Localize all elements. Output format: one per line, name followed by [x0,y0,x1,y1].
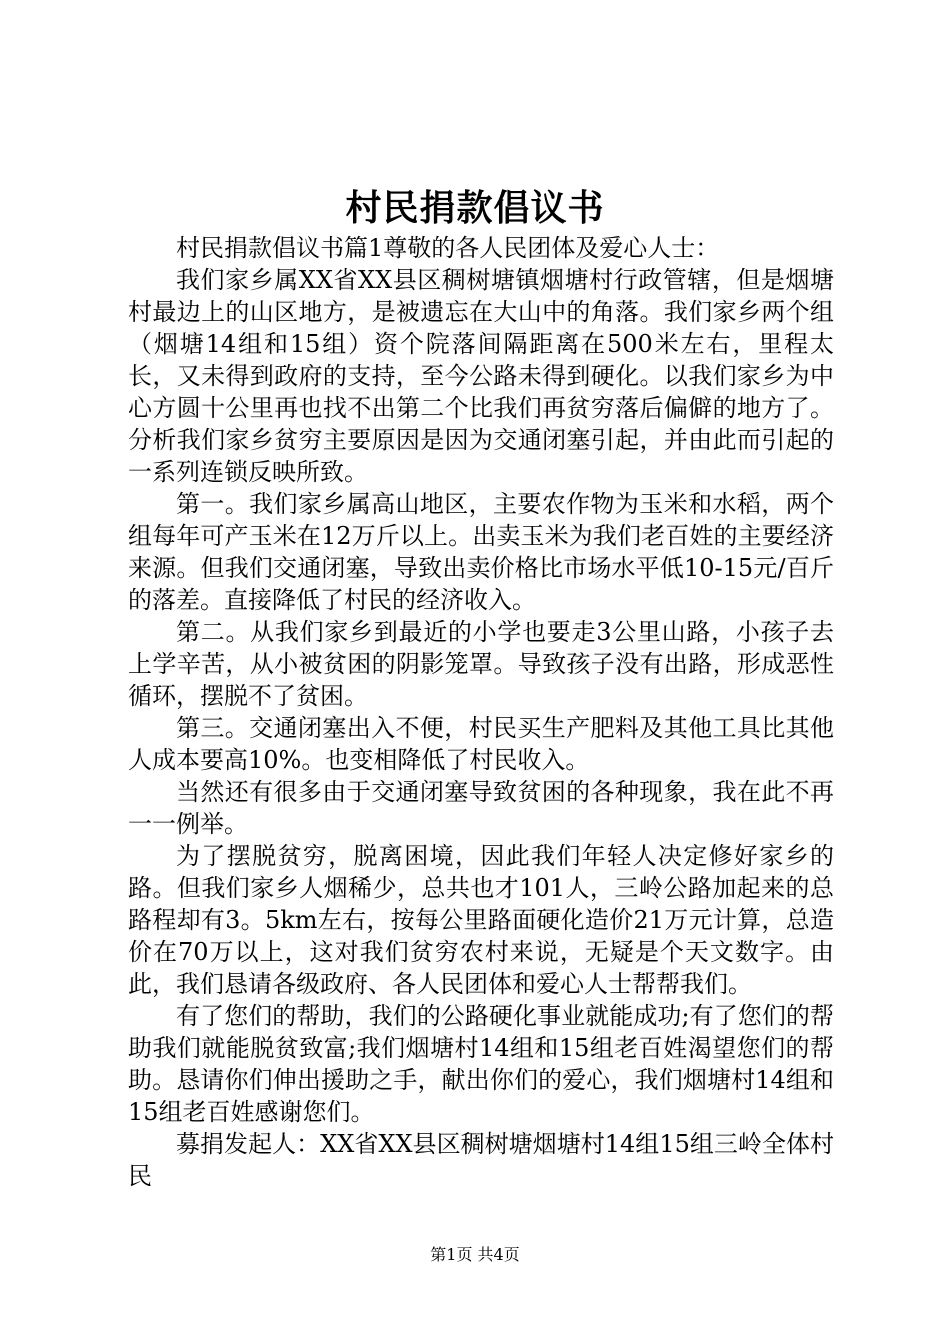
document-title: 村民捐款倡议书 [345,187,605,229]
paragraph-other-reasons: 当然还有很多由于交通闭塞导致贫困的各种现象，我在此不再一一例举。 [128,778,834,838]
paragraph-reason-1: 第一。我们家乡属高山地区，主要农作物为玉米和水稻，两个组每年可产玉米在12万斤以上。出卖玉米为我们老百姓的主要经济来源。但我们交通闭塞，导致出卖价格比市场水平低10-15元/百斤的落差。直接降低了村民的经济收入。 [128,490,834,614]
paragraph-initiator: 募捐发起人：XX省XX县区稠树塘烟塘村14组15组三岭全体村民 [128,1130,834,1190]
page-number-footer: 第1页 共4页 [430,1245,520,1264]
document-body [128,232,834,1192]
paragraph-salutation: 村民捐款倡议书篇1尊敬的各人民团体及爱心人士： [176,234,720,262]
paragraph-reason-2: 第二。从我们家乡到最近的小学也要走3公里山路，小孩子去上学辛苦，从小被贫困的阴影笼罩。导致孩子没有出路，形成恶性循环，摆脱不了贫困。 [128,618,834,710]
paragraph-plan: 为了摆脱贫穷，脱离困境，因此我们年轻人决定修好家乡的路。但我们家乡人烟稀少，总共也才101人，三岭公路加起来的总路程却有3。5km左右，按每公里路面硬化造价21万元计算，总造价在70万以上，这对我们贫穷农村来说，无疑是个天文数字。由此，我们恳请各级政府、各人民团体和爱心人士帮帮我们。 [128,842,834,998]
paragraph-appeal: 有了您们的帮助，我们的公路硬化事业就能成功;有了您们的帮助我们就能脱贫致富;我们烟塘村14组和15组老百姓渴望您们的帮助。恳请你们伸出援助之手，献出你们的爱心，我们烟塘村14组和15组老百姓感谢您们。 [128,1002,834,1126]
paragraph-intro: 我们家乡属XX省XX县区稠树塘镇烟塘村行政管辖，但是烟塘村最边上的山区地方，是被遗忘在大山中的角落。我们家乡两个组（烟塘14组和15组）资个院落间隔距离在500米左右，里程太长，又未得到政府的支持，至今公路未得到硬化。以我们家乡为中心方圆十公里再也找不出第二个比我们再贫穷落后偏僻的地方了。分析我们家乡贫穷主要原因是因为交通闭塞引起，并由此而引起的一系列连锁反映所致。 [128,266,834,486]
paragraph-reason-3: 第三。交通闭塞出入不便，村民买生产肥料及其他工具比其他人成本要高10%。也变相降低了村民收入。 [128,714,834,774]
